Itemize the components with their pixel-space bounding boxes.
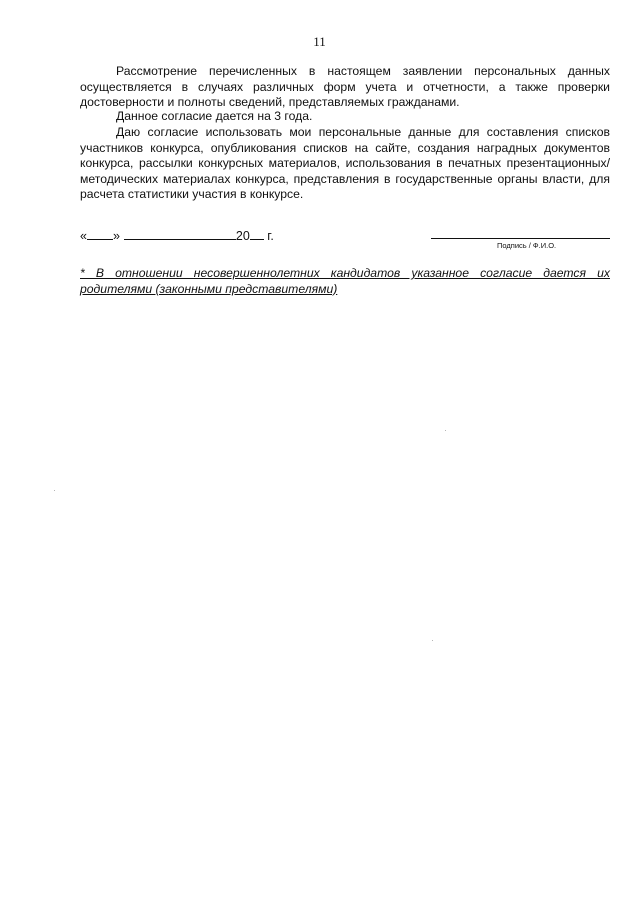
signature-line[interactable] <box>431 238 610 239</box>
paragraph-consent-duration: Данное согласие дается на 3 года. <box>116 109 313 123</box>
footnote: * В отношении несовершеннолетних кандидатов указанное согласие дается их родителями (законными представителями) <box>80 266 610 296</box>
year-suffix: г. <box>267 229 274 243</box>
date-field[interactable] <box>80 227 274 243</box>
quote-open: « <box>80 229 87 243</box>
signature-caption: Подпись / Ф.И.О. <box>497 241 557 250</box>
scan-speck <box>445 430 446 431</box>
year-prefix: 20 <box>235 229 250 243</box>
page-number: 11 <box>313 34 326 49</box>
scan-speck <box>432 640 433 641</box>
year-blank[interactable] <box>250 227 264 240</box>
scan-speck <box>54 490 55 491</box>
quote-close: » <box>112 229 120 243</box>
paragraph-data-processing: Рассмотрение перечисленных в настоящем заявлении персональных данных осуществляется в случаях различных форм учета и отчетности, а также проверки достоверности и полноты сведений, представляемых гражданами. <box>80 64 610 110</box>
paragraph-consent-usage: Даю согласие использовать мои персональные данные для составления списков участников конкурса, опубликования списков на сайте, создания наградных документов конкурса, рассылки конкурсных материалов, использования в печатных презентационных/методических материалах конкурса, представления в государственные органы власти, для расчета статистики участия в конкурсе. <box>80 125 610 202</box>
signature-block <box>80 227 612 257</box>
month-blank[interactable] <box>124 227 236 240</box>
day-blank[interactable] <box>87 227 113 240</box>
